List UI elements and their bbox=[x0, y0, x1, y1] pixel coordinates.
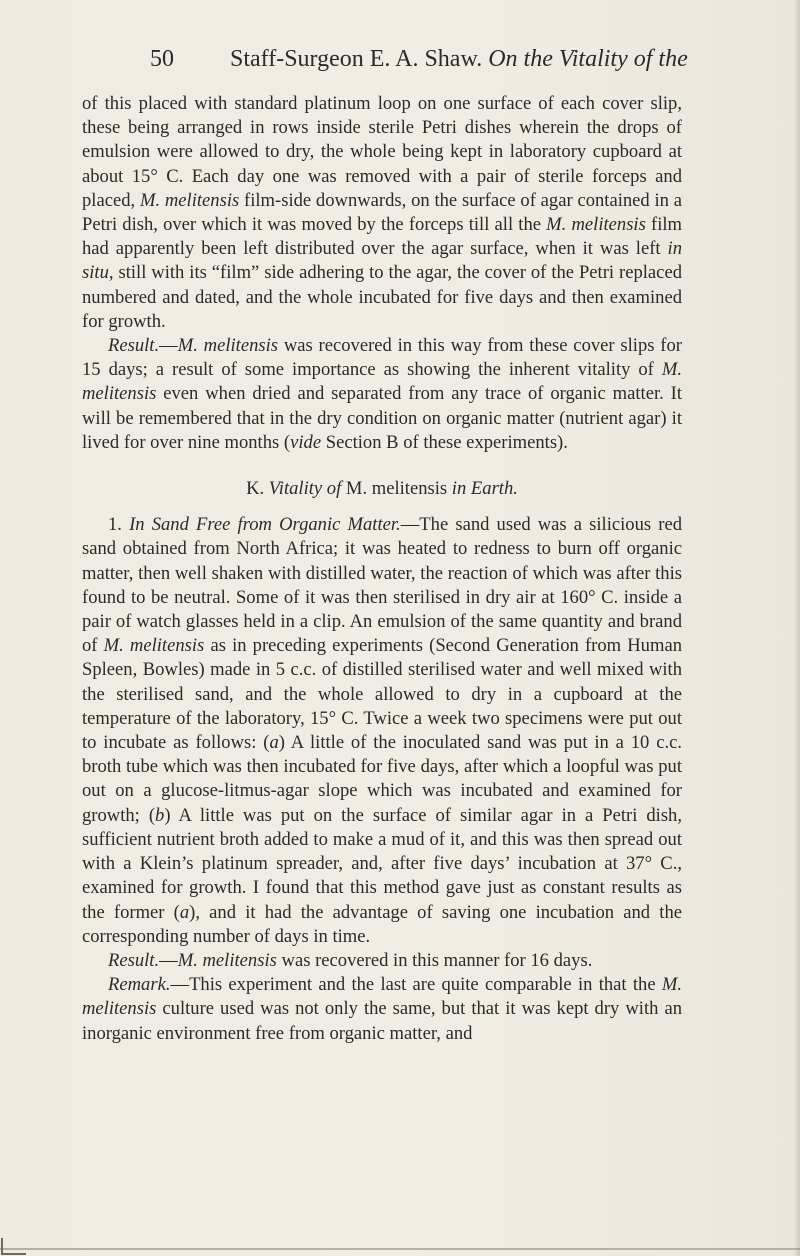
text-run: —This experiment and the last are quite comparable in that the bbox=[170, 974, 662, 996]
text-run: film-side downwards, on the surface of agar contained in a Petri dish, over which it was moved by the forceps till all the bbox=[82, 189, 682, 236]
page-number: 50 bbox=[150, 46, 174, 72]
text-run: — bbox=[159, 335, 178, 357]
heading-italic: Vitality of bbox=[268, 478, 342, 500]
enum-letter: b bbox=[155, 804, 165, 826]
paragraph-experiment-1 bbox=[82, 513, 682, 949]
result-label: Result. bbox=[108, 335, 160, 357]
species-name: M. melitensis bbox=[546, 214, 646, 236]
text-run: Section B of these experiments). bbox=[321, 431, 568, 453]
section-heading bbox=[82, 477, 682, 501]
species-name: M. melitensis bbox=[103, 635, 205, 657]
species-name: M. melitensis bbox=[177, 335, 279, 357]
text-run: was recovered in this way from these cover slips for 15 days; a result of some importance as showing the inherent vitality of bbox=[82, 335, 682, 381]
paragraph-result bbox=[82, 334, 682, 455]
text-run: of this placed with standard platinum loop on one surface of each cover slip, these being arranged in rows inside sterile Petri dishes wherein the drops of emulsion were allowed to dry, the whole being kept in laboratory cupboard at about 15° C. Each day one was removed with a pair of sterile forceps and placed, bbox=[82, 93, 682, 211]
running-head bbox=[230, 46, 688, 73]
text-run: —The sand used was a silicious red sand obtained from North Africa; it was heated to redness to burn off organic matter, then well shaken with distilled water, the reaction of which was after this found to be neutral. Some of it was then sterilised in dry air at 160° C. inside a pair of watch glasses held in a clip. An emulsion of the same quantity and brand of bbox=[82, 514, 683, 657]
text-run: even when dried and separated from any trace of organic matter. It will be remembered that in the dry condition on organic matter (nutrient agar) it lived for over nine months ( bbox=[82, 383, 682, 453]
text-run: film had apparently been left distributed over the agar surface, when it was left bbox=[82, 214, 682, 260]
enum-letter: a bbox=[179, 901, 190, 923]
heading-prefix: K. bbox=[246, 478, 269, 500]
page-header bbox=[150, 46, 710, 86]
paragraph-result-2 bbox=[82, 949, 682, 973]
text-run: ) A little was put on the surface of similar agar in a Petri dish, sufficient nutrient broth added to make a mud of it, and this was then spread out with a Klein’s platinum spreader, and, after five days’ incubation at 37° C., examined for growth. I found that this method gave just as constant results as the former ( bbox=[82, 804, 682, 923]
experiment-number: 1. bbox=[108, 514, 130, 536]
species-name: M. melitensis bbox=[82, 974, 682, 1020]
corner-mark-icon bbox=[0, 1236, 28, 1256]
text-run: ), and it had the advantage of saving one incubation and the corresponding number of days in time. bbox=[82, 901, 682, 947]
species-name: M. melitensis bbox=[139, 189, 240, 211]
result-label: Result. bbox=[108, 949, 160, 971]
running-head-author: Staff-Surgeon E. A. Shaw. bbox=[230, 46, 483, 72]
text-run: still with its “film” side adhering to the agar, the cover of the Petri replaced numbered and dated, and the whole incubated for five days and then examined for growth. bbox=[82, 262, 682, 332]
remark-label: Remark. bbox=[108, 974, 171, 996]
experiment-title: In Sand Free from Organic Matter. bbox=[129, 514, 401, 536]
species-name: M. melitensis bbox=[177, 949, 277, 971]
paragraph-continuation bbox=[82, 92, 682, 334]
text-run: culture used was not only the same, but that it was kept dry with an inorganic environment free from organic matter, and bbox=[82, 998, 682, 1044]
text-run: as in preceding experiments (Second Generation from Human Spleen, Bowles) made in 5 c.c. of distilled sterilised water and well mixed with the sterilised sand, and the whole allowed to dry in a cupboard at the temperature of the laboratory, 15° C. Twice a week two specimens were put out to incubate as follows: ( bbox=[82, 635, 682, 754]
page-right-shadow bbox=[794, 0, 800, 1256]
latin-phrase: in situ, bbox=[82, 238, 682, 284]
running-head-title: On the Vitality of the bbox=[488, 46, 688, 72]
paragraph-remark bbox=[82, 973, 682, 1046]
text-run: — bbox=[159, 949, 178, 971]
page-bottom-edge bbox=[0, 1248, 800, 1250]
latin-word: vide bbox=[290, 431, 322, 453]
text-run: ) A little of the inoculated sand was put in a 10 c.c. broth tube which was then incubated for five days, after which a loopful was put out on a glucose-litmus-agar slope which was incubated and examined for growth; ( bbox=[82, 732, 682, 826]
body-text bbox=[82, 92, 682, 1046]
heading-species: M. melitensis bbox=[341, 478, 452, 500]
heading-italic: in Earth. bbox=[451, 478, 518, 500]
text-run: was recovered in this manner for 16 days. bbox=[276, 949, 593, 971]
species-name: M. melitensis bbox=[82, 359, 682, 405]
enum-letter: a bbox=[269, 732, 279, 754]
